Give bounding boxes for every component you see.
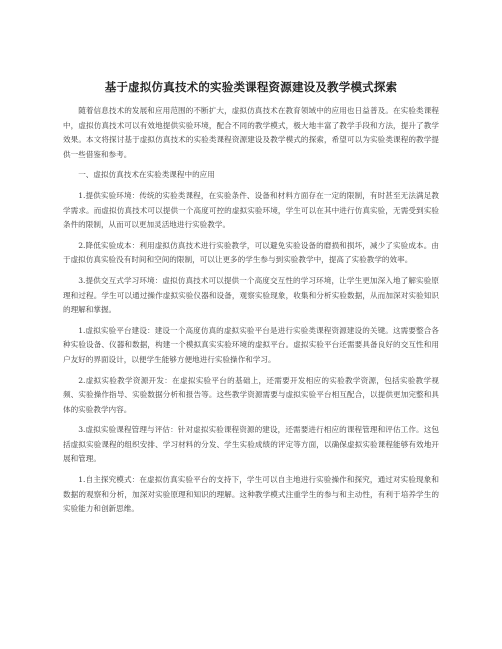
paragraph-intro: 随着信息技术的发展和应用范围的不断扩大，虚拟仿真技术在教育领域中的应用也日益普及。在实验类课程中，虚拟仿真技术可以有效地提供实验环境，配合不同的教学模式，极大地丰富了教学手段和方法，提升了教学效果。本文将探讨基于虚拟仿真技术的实验类课程资源建设及教学模式的探索，希望可以为实验类课程的教学提供一些借鉴和参考。 xyxy=(63,106,439,159)
document-title: 基于虚拟仿真技术的实验类课程资源建设及教学模式探索 xyxy=(104,80,398,94)
paragraph: 2.虚拟实验教学资源开发：在虚拟实验平台的基础上，还需要开发相应的实验教学资源，包括实验教学视频、实验操作指导、实验数据分析和报告等。这些教学资源需要与虚拟实验平台相互配合，以提供更加完整和具体的实验教学内容。 xyxy=(63,375,439,414)
section-heading: 一、虚拟仿真技术在实验类课程中的应用 xyxy=(78,170,215,180)
document-body xyxy=(63,104,439,523)
paragraph: 3.提供交互式学习环境：虚拟仿真技术可以提供一个高度交互性的学习环境，让学生更加深入地了解实验原理和过程。学生可以通过操作虚拟实验仪器和设备，观察实验现象，收集和分析实验数据，从而加深对实验知识的理解和掌握。 xyxy=(63,275,439,315)
paragraph: 1.虚拟实验平台建设：建设一个高度仿真的虚拟实验平台是进行实验类课程资源建设的关键。这需要整合各种实验设备、仪器和数据，构建一个模拟真实实验环境的虚拟平台。虚拟实验平台还需要具备良好的交互性和用户友好的界面设计，以便学生能够方便地进行实验操作和学习。 xyxy=(63,325,439,364)
paragraph: 1.提供实验环境：传统的实验类课程，在实验条件、设备和材料方面存在一定的限制，有时甚至无法满足教学需求。而虚拟仿真技术可以提供一个高度可控的虚拟实验环境，学生可以在其中进行仿真实验，无需受到实验条件的限制，从而可以更加灵活地进行实验教学。 xyxy=(63,190,439,230)
paragraph: 2.降低实验成本：利用虚拟仿真技术进行实验教学，可以避免实验设备的磨损和损坏，减少了实验成本。由于虚拟仿真实验没有时间和空间的限制，可以让更多的学生参与到实验教学中，提高了实验教学的效率。 xyxy=(63,240,439,265)
paragraph: 3.虚拟实验课程管理与评估：针对虚拟实验课程资源的建设，还需要进行相应的课程管理和评估工作。这包括虚拟实验课程的组织安排、学习材料的分发、学生实验成绩的评定等方面，以确保虚拟实验课程能够有效地开展和管理。 xyxy=(63,425,439,464)
paragraph: 1.自主探究模式：在虚拟仿真实验平台的支持下，学生可以自主地进行实验操作和探究，通过对实验现象和数据的观察和分析，加深对实验原理和知识的理解。这种教学模式注重学生的参与和主动性，有利于培养学生的实验能力和创新思维。 xyxy=(63,475,439,514)
